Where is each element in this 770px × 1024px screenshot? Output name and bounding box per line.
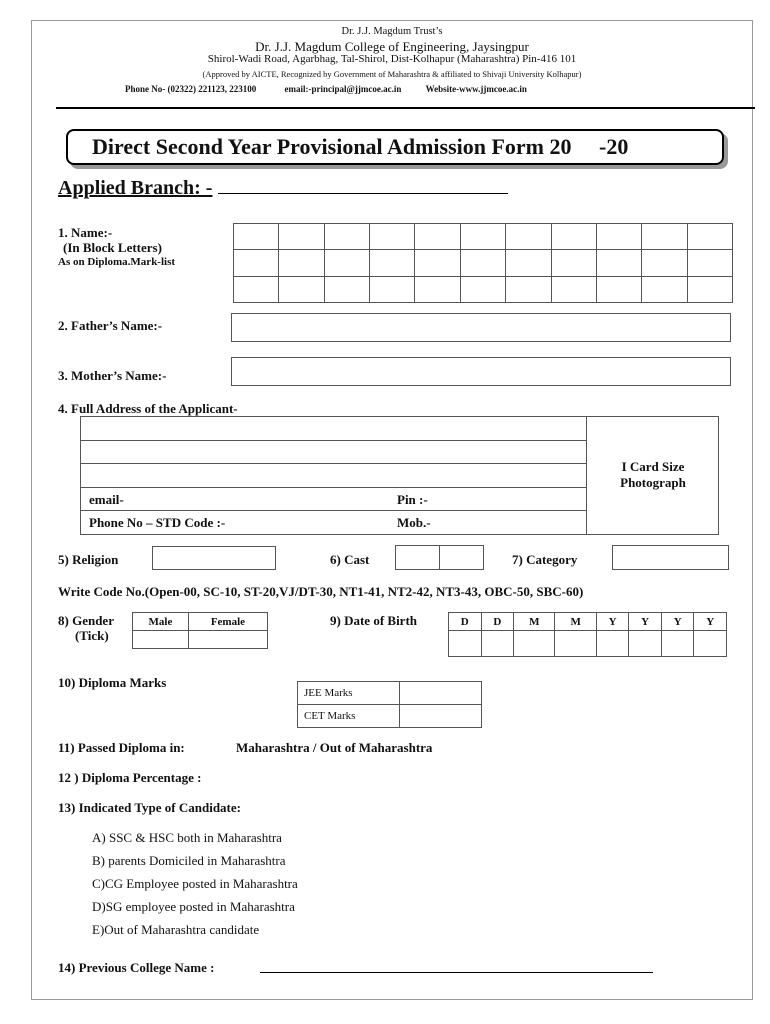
jee-marks-field[interactable] (400, 682, 482, 705)
name-sublabel: (In Block Letters) (63, 240, 162, 255)
candidate-type-option: D)SG employee posted in Maharashtra (92, 899, 295, 914)
category-code-note: Write Code No.(Open-00, SC-10, ST-20,VJ/DT-30, NT1-41, NT2-42, NT3-43, OBC-50, SBC-60) (58, 584, 584, 599)
name-letter-grid[interactable] (233, 223, 733, 303)
applied-branch (58, 177, 508, 200)
address-line-4[interactable] (81, 510, 586, 511)
photo-label-2: Photograph (620, 475, 686, 490)
category-label: 7) Category (512, 552, 578, 567)
candidate-type-option: C)CG Employee posted in Maharashtra (92, 876, 298, 891)
college-address: Shirol-Wadi Road, Agarbhag, Tal-Shirol, Dist-Kolhapur (Maharashtra) Pin-416 101 (207, 53, 577, 65)
cast-code-field[interactable] (395, 545, 484, 570)
applied-branch-field[interactable] (218, 179, 508, 194)
dob-input-cell[interactable] (481, 631, 514, 657)
dob-input-cell[interactable] (629, 631, 662, 657)
dob-cell-label: Y (629, 613, 662, 631)
gender-female-label: Female (188, 613, 267, 631)
address-line-3[interactable] (81, 487, 586, 488)
mother-name-label: 3. Mother’s Name:- (58, 368, 167, 383)
photo-label-1: I Card Size (621, 459, 685, 474)
candidate-type-option: B) parents Domiciled in Maharashtra (92, 853, 286, 868)
mobile-label: Mob.- (397, 515, 431, 530)
contact-line (125, 84, 527, 94)
gender-table (132, 612, 268, 649)
jee-marks-label: JEE Marks (298, 682, 400, 705)
candidate-type-label: 13) Indicated Type of Candidate: (58, 800, 241, 815)
cet-marks-field[interactable] (400, 705, 482, 728)
gender-tick-note: (Tick) (75, 628, 109, 643)
category-field[interactable] (612, 545, 729, 570)
header-divider (56, 107, 755, 109)
diploma-percentage-label: 12 ) Diploma Percentage : (58, 770, 202, 785)
passed-diploma-value: Maharashtra / Out of Maharashtra (236, 740, 433, 755)
website-text: Website-www.jjmcoe.ac.in (425, 84, 527, 94)
dob-table (448, 612, 727, 657)
dob-input-cell[interactable] (661, 631, 694, 657)
diploma-marks-label: 10) Diploma Marks (58, 675, 167, 690)
dob-cell-label: D (481, 613, 514, 631)
dob-cell-label: Y (694, 613, 727, 631)
address-line-1[interactable] (81, 440, 586, 441)
name-sublabel-2: As on Diploma.Mark-list (58, 256, 176, 268)
passed-diploma-label: 11) Passed Diploma in: (58, 740, 185, 755)
dob-input-cell[interactable] (596, 631, 629, 657)
father-name-label: 2. Father’s Name:- (58, 318, 163, 333)
dob-input-cell[interactable] (514, 631, 555, 657)
dob-cell-label: M (555, 613, 596, 631)
photo-box[interactable] (587, 459, 719, 491)
applied-branch-label: Applied Branch: - (58, 177, 213, 199)
approval-note: (Approved by AICTE, Recognized by Government of Maharashtra & affiliated to Shivaji University Kolhapur) (202, 69, 582, 79)
dob-input-cell[interactable] (555, 631, 596, 657)
religion-field[interactable] (152, 546, 276, 570)
email-text: email:-principal@jjmcoe.ac.in (284, 84, 402, 94)
dob-cell-label: D (449, 613, 482, 631)
candidate-type-option: A) SSC & HSC both in Maharashtra (92, 830, 282, 845)
gender-female-checkbox[interactable] (188, 631, 267, 649)
name-label: 1. Name:- (58, 225, 113, 240)
cast-label: 6) Cast (330, 552, 370, 567)
candidate-type-option: E)Out of Maharashtra candidate (92, 922, 260, 937)
dob-cell-label: Y (661, 613, 694, 631)
entrance-marks-table (297, 681, 482, 728)
address-label: 4. Full Address of the Applicant- (58, 401, 238, 416)
father-name-field[interactable] (231, 313, 731, 342)
pin-label: Pin :- (397, 492, 428, 507)
trust-name: Dr. J.J. Magdum Trust’s (341, 26, 443, 37)
dob-label: 9) Date of Birth (330, 613, 418, 628)
cet-marks-label: CET Marks (298, 705, 400, 728)
address-block (80, 416, 719, 535)
gender-male-label: Male (133, 613, 189, 631)
dob-input-cell[interactable] (694, 631, 727, 657)
gender-label: 8) Gender (58, 613, 114, 628)
college-name: Dr. J.J. Magdum College of Engineering, Jaysingpur (255, 39, 529, 54)
previous-college-field[interactable] (260, 972, 653, 973)
form-title: Direct Second Year Provisional Admission Form 20 -20 (66, 129, 724, 165)
dob-input-cell[interactable] (449, 631, 482, 657)
email-label: email- (89, 492, 124, 507)
dob-cell-label: M (514, 613, 555, 631)
dob-cell-label: Y (596, 613, 629, 631)
phone-text: Phone No- (02322) 221123, 223100 (125, 84, 257, 94)
previous-college-label: 14) Previous College Name : (58, 960, 215, 975)
mother-name-field[interactable] (231, 357, 731, 386)
address-line-2[interactable] (81, 463, 586, 464)
religion-label: 5) Religion (58, 552, 119, 567)
phone-std-label: Phone No – STD Code :- (89, 515, 226, 530)
gender-male-checkbox[interactable] (133, 631, 189, 649)
